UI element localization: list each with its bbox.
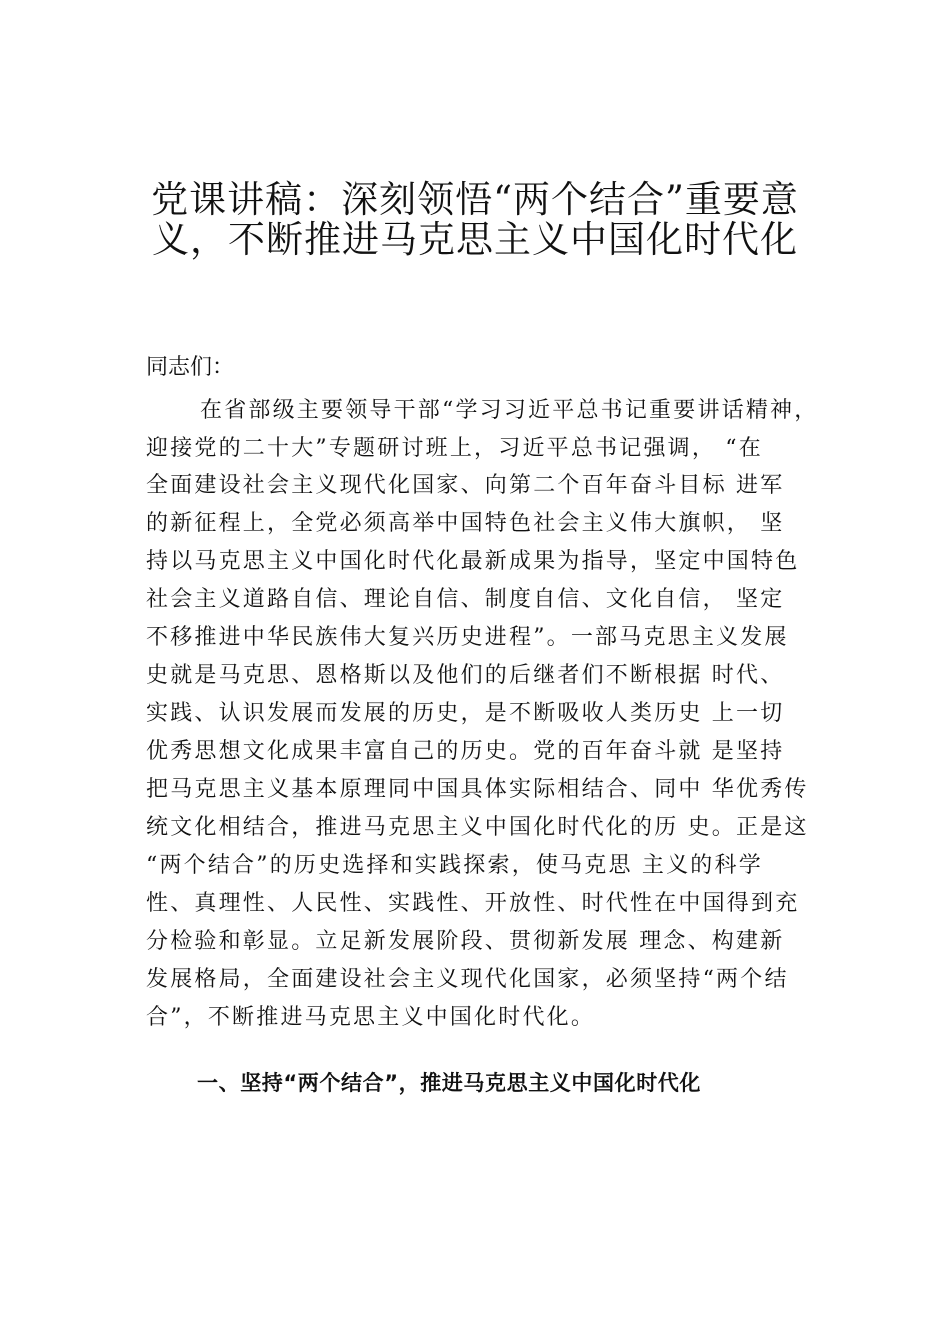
body-line: 把马克思主义基本原理同中国具体实际相结合、同中 华优秀传 <box>146 777 809 802</box>
body-line: 优秀思想文化成果丰富自己的历史。党的百年奋斗就 是坚持 <box>146 739 785 764</box>
salutation: 同志们： <box>146 355 235 380</box>
body-line: 实践、认识发展而发展的历史，是不断吸收人类历史 上一切 <box>146 701 785 726</box>
document-title-line-2: 义，不断推进马克思主义中国化时代化 <box>152 218 798 261</box>
body-line: “两个结合”的历史选择和实践探索，使马克思 主义的科学 <box>146 853 763 878</box>
document-title-line-1: 党课讲稿：深刻领悟“两个结合”重要意 <box>151 178 799 221</box>
section-heading: 一、坚持“两个结合”，推进马克思主义中国化时代化 <box>197 1071 702 1095</box>
body-line: 发展格局，全面建设社会主义现代化国家，必须坚持“两个结 <box>146 967 789 992</box>
body-line: 分检验和彰显。立足新发展阶段、贯彻新发展 理念、构建新 <box>146 929 785 954</box>
body-line: 不移推进中华民族伟大复兴历史进程”。一部马克思主义发展 <box>146 625 789 650</box>
body-line: 全面建设社会主义现代化国家、向第二个百年奋斗目标 进军 <box>146 473 785 498</box>
body-line: 迎接党的二十大”专题研讨班上，习近平总书记强调， “在 <box>146 436 763 461</box>
body-line: 社会主义道路自信、理论自信、制度自信、文化自信， 坚定 <box>146 587 785 612</box>
body-line: 合”，不断推进马克思主义中国化时代化。 <box>146 1005 596 1030</box>
body-line: 持以马克思主义中国化时代化最新成果为指导，坚定中国特色 <box>146 549 800 574</box>
body-line: 在省部级主要领导干部“学习习近平总书记重要讲话精神， <box>200 398 819 423</box>
body-line: 的新征程上，全党必须高举中国特色社会主义伟大旗帜， 坚 <box>146 511 785 536</box>
body-line: 史就是马克思、恩格斯以及他们的后继者们不断根据 时代、 <box>146 663 785 688</box>
body-line: 性、真理性、人民性、实践性、开放性、时代性在中国得到充 <box>146 891 800 916</box>
body-line: 统文化相结合，推进马克思主义中国化时代化的历 史。正是这 <box>146 815 809 840</box>
